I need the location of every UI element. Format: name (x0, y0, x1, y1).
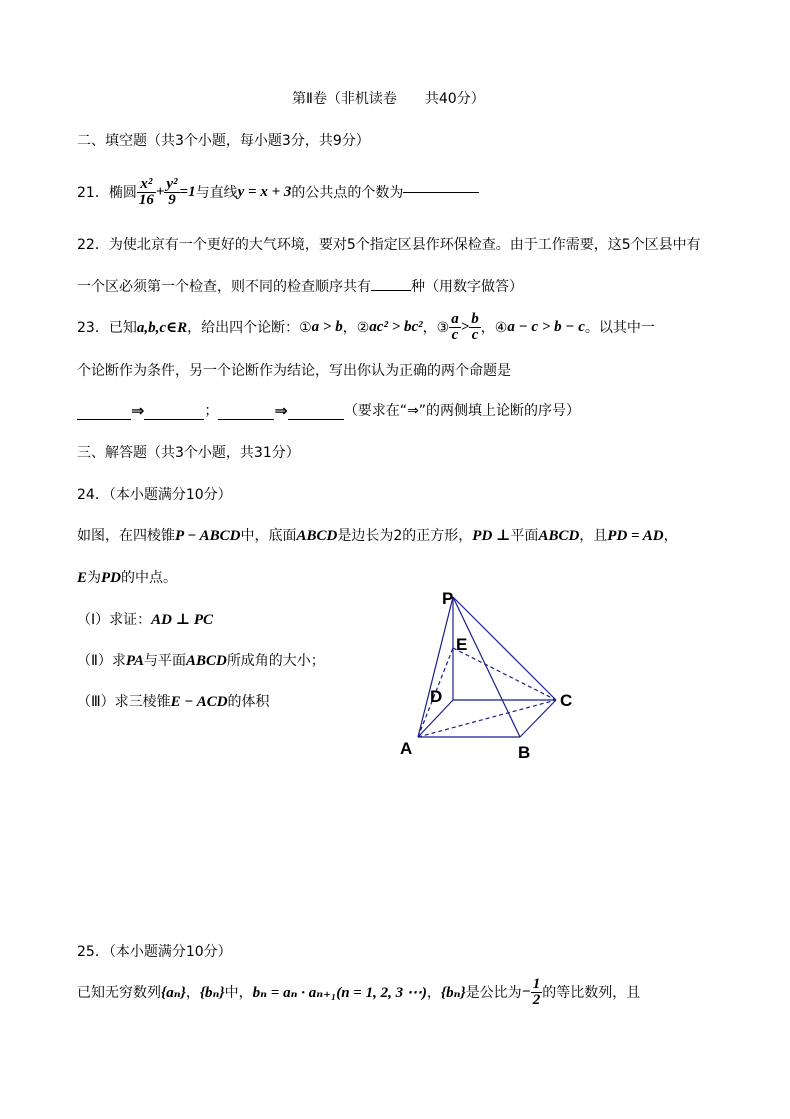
part2-heading: 二、填空题（共3个小题，每小题3分，共9分） (77, 133, 370, 149)
q23-blank-2[interactable] (144, 418, 204, 420)
q25-header: 25．（本小题满分10分） (77, 944, 232, 960)
label-E: E (456, 635, 468, 654)
q24-plane: ABCD (538, 528, 580, 544)
q21-frac1-num: x² (137, 177, 156, 193)
q23-frac1-num: a (451, 310, 459, 327)
pyramid-figure (390, 582, 590, 767)
q23-blank-1[interactable] (77, 418, 131, 420)
question-24-line1 (77, 525, 678, 545)
q23-blank-3[interactable] (218, 418, 274, 420)
q24-l1-pre: 如图，在四棱锥 (77, 528, 175, 544)
q24-l1-d: ，且 (579, 528, 608, 544)
question-21 (77, 170, 479, 214)
q24-perp: PD ⊥ (472, 528, 511, 544)
q25-ratio-pre: 是公比为 (465, 985, 522, 1001)
q24-p2-mid: 与平面 (143, 653, 186, 669)
q24-part3 (77, 691, 270, 711)
question-24-line2 (77, 567, 177, 587)
q24-part1 (77, 609, 213, 629)
q22-line2-pre: 一个区必须第一个检查，则不同的检查顺序共有 (77, 279, 371, 295)
q21-frac2-num: y² (166, 175, 178, 192)
q21-plus: + (155, 183, 165, 200)
q24-p2-label: （Ⅱ）求 (77, 653, 126, 669)
q23-frac2-den: c (471, 326, 479, 343)
q21-pre: 椭圆 (108, 185, 137, 201)
q21-fraction-y (164, 177, 179, 208)
q23-arrow-2: ⇒ (274, 401, 288, 420)
q23-sep4: ，④ (480, 320, 508, 336)
q23-claim1: a > b (311, 318, 343, 335)
q24-equality: PD = AD (607, 528, 664, 544)
label-C: C (560, 691, 573, 710)
q24-l2-a: 为 (87, 570, 102, 586)
q23-frac1-den: c (451, 326, 459, 343)
q25-ratio-fraction (531, 977, 543, 1008)
q25-comma2: ， (426, 985, 441, 1001)
edge-PC (453, 597, 556, 700)
q23-frac-b-c (469, 312, 481, 343)
q25-pre: 已知无穷数列 (77, 985, 161, 1001)
q24-p2-tail: 所成角的大小； (226, 653, 325, 669)
q21-line-expr: y = x + 3 (237, 183, 292, 200)
q24-l2-b: 的中点。 (121, 570, 178, 586)
edge-BC (520, 700, 556, 737)
q25-tail: 的等比数列，且 (542, 985, 641, 1001)
q23-claim2: ac² > bc² (369, 318, 423, 335)
q24-base: ABCD (296, 528, 338, 544)
q23-claim4: a − c > b − c (507, 318, 585, 335)
q23-tail: 。以其中一 (584, 320, 655, 336)
q23-semicolon: ； (204, 403, 219, 419)
q23-number: 23．已知 (77, 320, 137, 336)
q21-fraction-x (137, 177, 156, 208)
q22-answer-blank[interactable] (371, 289, 411, 291)
q24-l1-c: 平面 (510, 528, 539, 544)
q23-sep3: ，③ (422, 320, 450, 336)
q25-definition: bₙ = aₙ · aₙ₊₁ (252, 984, 337, 1001)
q21-mid: 与直线 (195, 185, 238, 201)
q24-p3-expr: E − ACD (170, 694, 228, 710)
q24-pyramid: P − ABCD (175, 528, 241, 544)
q25-bn: {bₙ} (199, 984, 225, 1001)
q23-frac2-num: b (471, 310, 479, 327)
q24-header: 24．（本小题满分10分） (77, 487, 232, 503)
q24-l1-e: ， (663, 528, 678, 544)
q24-p3-label: （Ⅲ）求三棱锥 (77, 694, 171, 710)
q24-p1-label: （Ⅰ）求证： (77, 612, 152, 628)
label-P: P (442, 589, 454, 608)
q24-p2-plane: ABCD (185, 653, 227, 669)
edge-PA (418, 597, 453, 737)
question-25-line1 (77, 970, 640, 1014)
q25-range: (n = 1, 2, 3 ⋯) (336, 984, 427, 1001)
q23-vars: a,b,c∈R (136, 319, 188, 336)
q23-line2: 个论断作为条件，另一个论断作为结论，写出你认为正确的两个命题是 (77, 363, 511, 379)
q24-l1-b: 是边长为2的正方形， (337, 528, 473, 544)
q23-arrow-1: ⇒ (131, 401, 145, 420)
q22-line1: 22．为使北京有一个更好的大气环境，要对5个指定区县作环保检查。由于工作需要，这5个区县中有 (77, 237, 701, 253)
q25-ratio-den: 2 (532, 991, 541, 1008)
part3-heading: 三、解答题（共3个小题，共31分） (77, 445, 300, 461)
q21-frac2-den: 9 (168, 191, 176, 208)
question-23-line1 (77, 307, 655, 347)
q23-gt: > (460, 318, 470, 335)
q24-l1-a: 中，底面 (240, 528, 297, 544)
q24-E: E (77, 570, 88, 586)
question-22-line2 (77, 276, 523, 296)
q23-mid: ，给出四个论断：① (187, 320, 312, 336)
q25-ratio-num: 1 (532, 975, 541, 992)
q21-post: 的公共点的个数为 (291, 185, 404, 201)
edge-PB (453, 597, 520, 737)
q21-frac1-den: 16 (138, 191, 154, 208)
q24-p3-tail: 的体积 (227, 694, 270, 710)
q21-equals-one: =1 (179, 183, 196, 200)
q21-number: 21． (77, 185, 109, 201)
q23-note: （要求在“⇒”的两侧填上论断的序号） (343, 403, 581, 419)
q25-an: {aₙ} (161, 984, 186, 1001)
q24-PD: PD (101, 570, 122, 586)
q25-bn2: {bₙ} (440, 984, 466, 1001)
label-D: D (430, 687, 443, 706)
q22-line2-post: 种（用数字做答） (411, 279, 523, 295)
section-title: 第Ⅱ卷（非机读卷 共40分） (292, 91, 485, 107)
q21-answer-blank[interactable] (403, 191, 479, 193)
question-23-line3 (77, 400, 580, 420)
q25-comma1: ， (185, 985, 200, 1001)
q25-minus: − (521, 983, 531, 1000)
q23-frac-a-c (449, 312, 461, 343)
q24-p2-PA: PA (125, 653, 144, 669)
q25-mid: 中， (224, 985, 253, 1001)
dash-EC (453, 648, 556, 700)
label-A: A (400, 739, 413, 758)
q23-sep2: ，② (342, 320, 370, 336)
q24-p1-expr: AD ⊥ PC (151, 612, 214, 628)
label-B: B (518, 743, 531, 762)
q23-blank-4[interactable] (288, 418, 344, 420)
q24-part2 (77, 650, 325, 670)
